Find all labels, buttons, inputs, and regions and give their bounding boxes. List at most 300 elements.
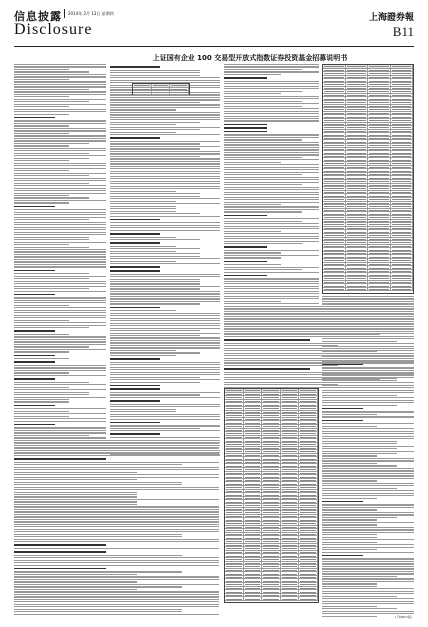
text-line — [322, 296, 414, 297]
text-line — [14, 130, 106, 131]
table-cell — [368, 238, 391, 241]
text-line — [110, 440, 220, 441]
table-cell — [323, 277, 346, 280]
text-line — [14, 482, 182, 483]
table-cell — [323, 180, 346, 183]
table-cell — [225, 515, 244, 518]
table-cell — [391, 105, 414, 108]
table-cell — [225, 407, 244, 410]
text-line — [224, 252, 281, 253]
table-cell — [281, 562, 300, 565]
table-cell — [346, 191, 369, 194]
text-line — [14, 237, 89, 238]
text-line — [322, 318, 414, 319]
table-cell — [323, 133, 346, 136]
table-cell — [323, 198, 346, 201]
text-line — [14, 416, 69, 417]
text-line — [110, 452, 220, 453]
table-cell — [299, 396, 318, 399]
text-line — [224, 106, 302, 107]
table-cell — [244, 421, 263, 424]
table-cell — [281, 443, 300, 446]
text-line — [14, 606, 219, 607]
table-cell — [262, 500, 281, 503]
table-cell — [323, 123, 346, 126]
text-line — [14, 123, 106, 124]
text-line — [110, 188, 220, 189]
table-cell — [281, 447, 300, 450]
text-line — [14, 197, 89, 198]
text-line — [322, 490, 414, 491]
text-line — [14, 101, 89, 102]
table-cell — [391, 130, 414, 133]
text-line — [14, 413, 106, 414]
text-line — [224, 101, 302, 102]
table-cell — [244, 447, 263, 450]
table-cell — [368, 79, 391, 82]
table-cell — [244, 544, 263, 547]
text-line — [110, 219, 160, 221]
table-cell — [225, 569, 244, 572]
text-line — [110, 193, 200, 194]
text-line — [224, 69, 302, 70]
table-cell — [281, 544, 300, 547]
table-cell — [262, 468, 281, 471]
table-cell — [225, 583, 244, 586]
table-cell — [391, 83, 414, 86]
text-line — [14, 143, 89, 144]
table-cell — [299, 454, 318, 457]
text-line — [14, 109, 106, 110]
table-cell — [346, 69, 369, 72]
table-cell — [323, 263, 346, 266]
table-cell — [391, 202, 414, 205]
table-row — [133, 91, 189, 95]
text-line — [14, 310, 106, 311]
text-line — [14, 214, 106, 215]
table-cell — [281, 551, 300, 554]
table-cell — [299, 411, 318, 414]
table-cell — [368, 158, 391, 161]
text-line — [322, 370, 414, 371]
text-line — [14, 278, 89, 279]
text-line — [14, 571, 182, 572]
text-line — [322, 351, 377, 352]
text-line — [224, 167, 319, 168]
table-cell — [346, 112, 369, 115]
text-line — [14, 418, 106, 419]
table-cell — [299, 572, 318, 575]
table-cell — [391, 76, 414, 79]
table-cell — [346, 119, 369, 122]
text-line — [14, 576, 219, 577]
table-cell — [225, 447, 244, 450]
text-line — [224, 241, 319, 242]
text-line — [322, 395, 397, 396]
text-line — [322, 539, 414, 540]
text-line — [14, 334, 69, 335]
table-cell — [244, 490, 263, 493]
text-line — [14, 183, 89, 184]
table-cell — [225, 572, 244, 575]
table-cell — [225, 461, 244, 464]
table-cell — [346, 248, 369, 251]
table-cell — [281, 472, 300, 475]
table-cell — [299, 436, 318, 439]
text-line — [224, 255, 319, 256]
text-line — [14, 163, 106, 164]
table-cell — [262, 526, 281, 529]
table-cell — [368, 194, 391, 197]
table-cell — [281, 403, 300, 406]
table-cell — [323, 259, 346, 262]
text-line — [14, 229, 106, 230]
table-cell — [225, 529, 244, 532]
table-cell — [262, 475, 281, 478]
text-line — [14, 539, 219, 540]
table-cell — [323, 248, 346, 251]
text-line — [14, 584, 219, 585]
issue-date: 2014年 2月 13日 星期四 — [68, 11, 114, 16]
text-line — [322, 524, 377, 525]
text-line — [322, 498, 377, 499]
text-line — [14, 477, 219, 478]
table-cell — [299, 403, 318, 406]
text-line — [110, 347, 220, 348]
text-line — [14, 264, 106, 265]
table-cell — [391, 173, 414, 176]
text-line — [322, 493, 414, 494]
text-line — [14, 69, 69, 70]
text-line — [224, 228, 319, 229]
text-line — [322, 566, 414, 567]
text-line — [322, 475, 414, 476]
text-line — [322, 532, 414, 533]
text-line — [14, 202, 69, 203]
table-cell — [323, 209, 346, 212]
table-cell — [225, 400, 244, 403]
table-cell — [346, 241, 369, 244]
text-line — [110, 201, 176, 202]
table-cell — [391, 234, 414, 237]
text-line — [14, 111, 106, 112]
table-cell — [225, 576, 244, 579]
table-cell — [262, 400, 281, 403]
text-line — [224, 206, 319, 207]
table-cell — [281, 497, 300, 500]
text-line — [224, 187, 319, 188]
text-line — [14, 521, 219, 522]
table-cell — [323, 162, 346, 165]
table-cell — [323, 205, 346, 208]
text-line — [110, 203, 220, 204]
section-title-en: Disclosure — [14, 21, 93, 38]
table-cell — [262, 518, 281, 521]
text-line — [110, 206, 176, 207]
text-line — [110, 320, 220, 321]
table-cell — [281, 439, 300, 442]
table-cell — [323, 108, 346, 111]
text-line — [110, 298, 220, 299]
table-cell — [225, 497, 244, 500]
text-line — [322, 311, 414, 312]
text-line — [110, 374, 220, 375]
table-cell — [225, 389, 244, 392]
table-cell — [299, 429, 318, 432]
text-line — [14, 133, 69, 134]
table-cell — [391, 155, 414, 158]
text-line — [14, 150, 106, 151]
table-cell — [244, 400, 263, 403]
text-line — [224, 127, 267, 129]
text-line — [322, 377, 397, 378]
table-cell — [323, 158, 346, 161]
text-line — [110, 392, 220, 393]
table-cell — [368, 220, 391, 223]
table-cell — [299, 594, 318, 597]
text-line — [14, 135, 106, 136]
table-cell — [225, 403, 244, 406]
text-line — [224, 261, 267, 263]
text-line — [224, 159, 319, 160]
table-cell — [281, 579, 300, 582]
table-cell — [368, 230, 391, 233]
text-line — [14, 180, 106, 181]
table-cell — [281, 486, 300, 489]
table-cell — [368, 259, 391, 262]
table-cell — [346, 223, 369, 226]
text-line — [14, 114, 69, 115]
table-cell — [368, 248, 391, 251]
text-line — [110, 276, 220, 277]
text-line — [110, 310, 176, 311]
constituent-table-bottom — [224, 388, 319, 603]
text-line — [110, 442, 220, 443]
text-line — [224, 81, 319, 82]
table-cell — [368, 133, 391, 136]
table-cell — [281, 597, 300, 600]
text-line — [14, 384, 106, 385]
text-line — [322, 392, 414, 393]
text-line — [110, 225, 220, 226]
text-line — [14, 190, 106, 191]
table-cell — [299, 522, 318, 525]
table-cell — [170, 88, 189, 91]
table-cell — [346, 148, 369, 151]
text-line — [14, 302, 106, 303]
table-cell — [323, 234, 346, 237]
table-cell — [225, 486, 244, 489]
table-cell — [262, 515, 281, 518]
info-table-small — [132, 83, 190, 95]
table-cell — [262, 479, 281, 482]
table-cell — [368, 234, 391, 237]
table-cell — [323, 223, 346, 226]
table-cell — [346, 245, 369, 248]
table-cell — [244, 526, 263, 529]
table-cell — [262, 418, 281, 421]
table-cell — [299, 464, 318, 467]
text-line — [14, 421, 106, 422]
table-cell — [368, 155, 391, 158]
text-line — [14, 188, 106, 189]
table-cell — [368, 176, 391, 179]
table-cell — [262, 597, 281, 600]
table-cell — [262, 551, 281, 554]
text-line — [14, 175, 89, 176]
text-line — [322, 507, 414, 508]
text-line — [110, 102, 200, 103]
text-line — [14, 361, 55, 363]
table-cell — [323, 144, 346, 147]
table-cell — [281, 594, 300, 597]
table-cell — [281, 468, 300, 471]
table-cell — [262, 579, 281, 582]
text-line — [14, 128, 106, 129]
table-cell — [225, 472, 244, 475]
table-cell — [323, 241, 346, 244]
table-cell — [244, 565, 263, 568]
table-cell — [391, 101, 414, 104]
text-line — [14, 153, 89, 154]
text-line — [322, 443, 397, 444]
text-line — [14, 317, 106, 318]
text-line — [224, 111, 319, 112]
table-cell — [262, 529, 281, 532]
table-cell — [170, 91, 189, 94]
table-cell — [346, 227, 369, 230]
text-line — [14, 389, 106, 390]
text-line — [224, 96, 319, 97]
text-line — [322, 588, 414, 589]
text-line — [110, 122, 200, 123]
table-cell — [299, 486, 318, 489]
table-cell — [368, 284, 391, 287]
text-line — [110, 382, 200, 383]
table-cell — [262, 425, 281, 428]
table-cell — [299, 493, 318, 496]
table-cell — [346, 173, 369, 176]
text-line — [224, 184, 302, 185]
text-line — [224, 179, 319, 180]
body-column-5 — [322, 296, 414, 612]
table-cell — [346, 158, 369, 161]
text-line — [322, 402, 414, 403]
table-cell — [299, 544, 318, 547]
text-line — [224, 172, 319, 173]
table-cell — [225, 482, 244, 485]
text-line — [110, 425, 220, 426]
text-line — [110, 158, 220, 159]
table-cell — [391, 69, 414, 72]
text-line — [14, 200, 106, 201]
text-line — [14, 71, 89, 72]
text-line — [322, 596, 397, 597]
table-cell — [368, 281, 391, 284]
text-line — [14, 224, 106, 225]
text-line — [14, 170, 69, 171]
text-line — [322, 358, 377, 359]
table-cell — [281, 511, 300, 514]
table-cell — [346, 155, 369, 158]
text-line — [14, 327, 89, 328]
text-line — [224, 169, 319, 170]
table-cell — [368, 148, 391, 151]
text-line — [224, 142, 319, 143]
text-line — [14, 464, 182, 465]
table-cell — [323, 176, 346, 179]
text-line — [14, 209, 106, 210]
table-cell — [346, 220, 369, 223]
text-line — [110, 313, 220, 314]
table-cell — [391, 137, 414, 140]
text-line — [322, 603, 414, 604]
table-cell — [346, 133, 369, 136]
text-line — [110, 72, 200, 73]
table-cell — [299, 583, 318, 586]
text-line — [14, 227, 106, 228]
table-cell — [225, 526, 244, 529]
table-cell — [391, 230, 414, 233]
text-line — [14, 86, 106, 87]
text-line — [14, 120, 106, 121]
table-cell — [244, 443, 263, 446]
text-line — [224, 192, 319, 193]
text-line — [322, 414, 377, 415]
table-cell — [368, 187, 391, 190]
table-cell — [225, 551, 244, 554]
text-line — [14, 382, 89, 383]
table-cell — [281, 407, 300, 410]
table-cell — [323, 155, 346, 158]
text-line — [322, 485, 414, 486]
text-line — [14, 596, 219, 597]
table-cell — [391, 194, 414, 197]
text-line — [14, 469, 219, 470]
table-cell — [323, 126, 346, 129]
text-line — [14, 565, 219, 566]
table-cell — [281, 504, 300, 507]
table-cell — [323, 119, 346, 122]
text-line — [14, 548, 219, 549]
table-cell — [225, 579, 244, 582]
text-line — [110, 369, 220, 370]
table-cell — [323, 220, 346, 223]
text-line — [322, 426, 377, 427]
text-line — [322, 321, 414, 322]
body-column-1-lower — [14, 440, 219, 610]
text-line — [14, 178, 106, 179]
table-cell — [244, 554, 263, 557]
table-cell — [281, 533, 300, 536]
table-cell — [323, 137, 346, 140]
text-line — [224, 291, 319, 292]
table-row — [225, 597, 318, 601]
table-cell — [368, 209, 391, 212]
text-line — [322, 514, 414, 515]
table-cell — [346, 126, 369, 129]
text-line — [224, 226, 319, 227]
text-line — [224, 147, 319, 148]
table-cell — [262, 454, 281, 457]
table-cell — [133, 88, 152, 91]
table-cell — [368, 76, 391, 79]
text-line — [110, 119, 220, 120]
text-line — [14, 599, 219, 600]
table-cell — [299, 475, 318, 478]
text-line — [110, 447, 200, 448]
table-cell — [262, 536, 281, 539]
